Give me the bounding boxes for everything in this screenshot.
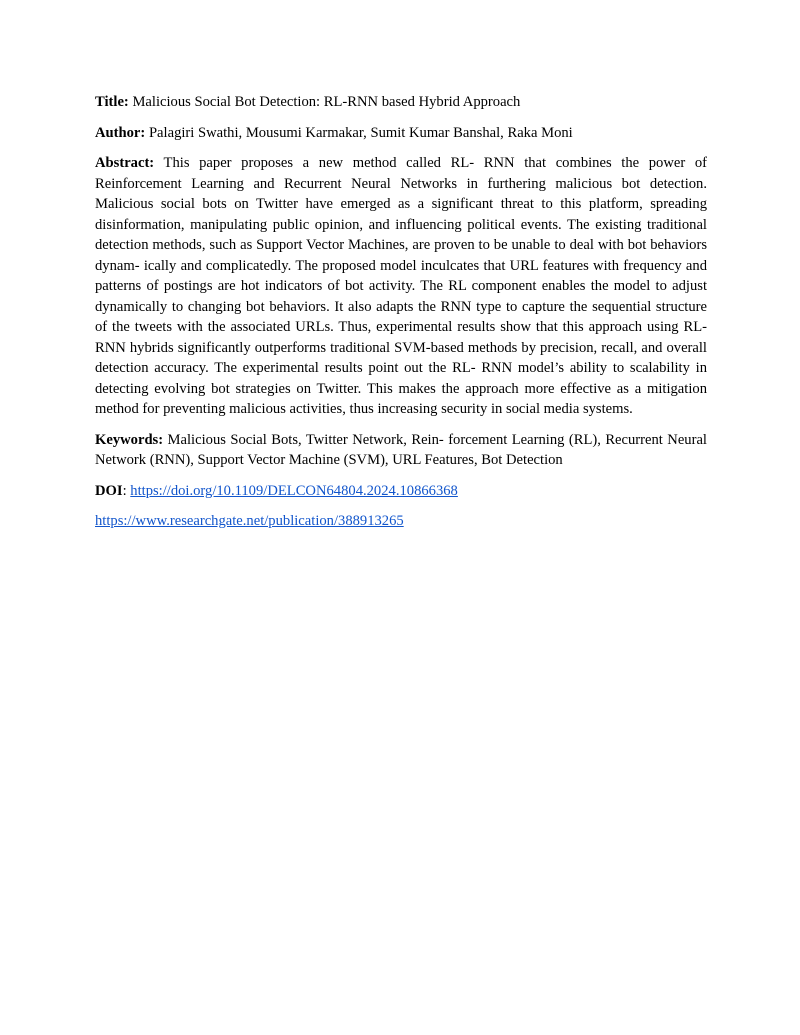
author-text: Palagiri Swathi, Mousumi Karmakar, Sumit Kumar Banshal, Raka Moni <box>148 124 573 141</box>
author-label: Author: <box>95 124 146 141</box>
document-page <box>95 92 707 542</box>
doi-paragraph <box>95 481 707 502</box>
abstract-text: This paper proposes a new method called RL- RNN that combines the power of Reinforcement Learning and Recurrent Neural Networks in furthering malicious bot detection. Malicious social bots on Twitter have emerged as a significant threat to this platform, spreading disinformation, manipulating public opinion, and influencing political events. The existing traditional detection methods, such as Support Vector Machines, are proven to be unable to deal with bot behaviors dynam- ically and complicatedly. The proposed model inculcates that URL features with frequency and patterns of postings are hot indicators of bot activity. The RL component enables the model to adjust dynamically to changing bot behaviors. It also adapts the RNN type to capture the sequential structure of the tweets with the associated URLs. Thus, experimental results show that this approach using RL- RNN hybrids significantly outperforms traditional SVM-based methods by precision, recall, and overall detection accuracy. The experimental results point out the RL- RNN model’s ability to scalability in detecting evolving bot strategies on Twitter. This makes the approach more effective as a mitigation method for preventing malicious activities, thus increasing security in social media systems. <box>95 155 707 417</box>
title-text: Malicious Social Bot Detection: RL-RNN based Hybrid Approach <box>132 94 521 110</box>
doi-label: DOI <box>95 482 123 499</box>
researchgate-paragraph <box>95 511 707 532</box>
keywords-paragraph <box>95 430 707 471</box>
keywords-text: Malicious Social Bots, Twitter Network, Rein- forcement Learning (RL), Recurrent Neural Network (RNN), Support Vector Machine (SVM), URL Features, Bot Detection <box>95 431 707 468</box>
researchgate-link[interactable]: https://www.researchgate.net/publication/388913265 <box>95 513 404 529</box>
abstract-label: Abstract: <box>95 155 155 171</box>
title-label: Title: <box>95 94 129 110</box>
doi-separator: : <box>122 482 127 499</box>
abstract-paragraph <box>95 153 707 420</box>
doi-link[interactable]: https://doi.org/10.1109/DELCON64804.2024.10866368 <box>130 482 458 499</box>
keywords-label: Keywords: <box>95 431 164 448</box>
author-paragraph <box>95 123 707 144</box>
title-paragraph <box>95 92 707 113</box>
